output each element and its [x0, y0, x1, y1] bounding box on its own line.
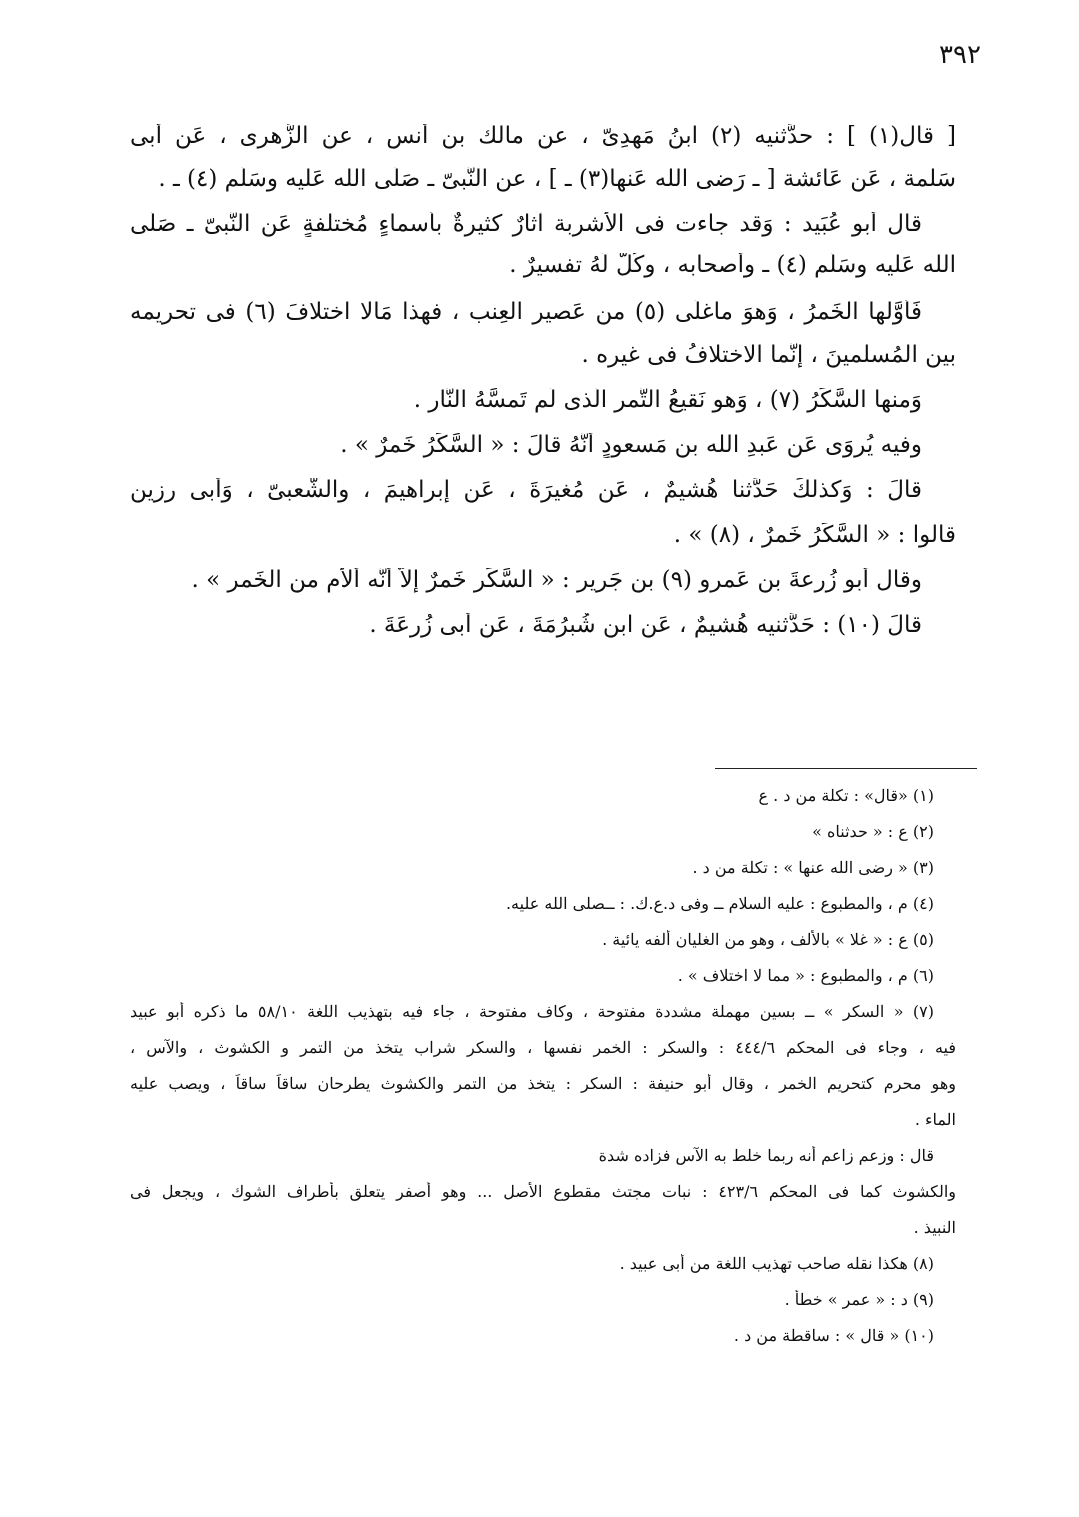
footnote-line: (١٠) « قال » : ساقطة من د .: [733, 1326, 934, 1345]
page-number: ٣٩٢: [939, 40, 981, 70]
text-line: وَمنها السَّكَرُ (٧) ، وَهو نَقيعُ التَّمرِ الَّذى لَم تَمسَّهُ النَّار .: [413, 388, 922, 413]
main-text: [130, 110, 956, 638]
footnote-line: وهو محرم كتحريم الخمر ، وقال أبو حنيفة : السكر : يتخذ من التمر والكشوث يطرحان ساقاً ساقاً ، ويصب عليه: [130, 1074, 956, 1093]
footnote-line: الماء .: [914, 1110, 956, 1129]
footnote-line: (٧) « السكر » ــ بسين مهملة مشددة مفتوحة ، وكاف مفتوحة ، جاء فيه بتهذيب اللغة ٥٨/١٠ ما ذكره أبو عبيد: [130, 1002, 935, 1021]
footnote-line: النبيذ .: [913, 1218, 956, 1237]
footnote-line: (٥) ع : « غلا » بالألف ، وهو من الغليان ألفه يائية .: [602, 930, 934, 949]
text-line: قالَ (١٠) : حَدَّثنيه هُشيمٌ ، عَن ابن شُبرُمَةَ ، عَن أبى زُرعَةَ .: [369, 613, 922, 638]
footnote-separator: [715, 768, 977, 769]
text-line: بين المُسلمينَ ، إنَّما الاختلافُ فى غيره .: [581, 343, 956, 368]
footnote-line: (٣) « رضى الله عنها » : تكلة من د .: [692, 858, 934, 877]
text-line: وقال أبو زُرعةَ بن عَمرو (٩) بن جَرير : « السَّكَر خَمرٌ إلاَّ أنَّه ألأم من الخَمر » .: [191, 568, 922, 593]
text-line: فَأوَّلها الخَمرُ ، وَهوَ ماغلَى (٥) من عَصير العِنب ، فهذا مَالا اختلافَ (٦) فى تحريمه: [130, 300, 923, 325]
text-line: قال أبو عُبَيد : وَقد جاءت فى الأشربة آثارٌ كثيرةٌ بأسماءٍ مُختلفةٍ عَن النَّبىّ ـ صَلَّى: [130, 212, 922, 237]
text-line: سَلمة ، عَن عَائشة [ ـ رَضى الله عَنها(٣) ـ ] ، عن النَّبىّ ـ صَلَّى الله عَليه وسَلَّم (٤) ـ .: [158, 167, 956, 192]
text-line: قالوا : « السَّكَرُ خَمرٌ ، (٨) » .: [673, 523, 956, 548]
footnote-line: (٢) ع : « حدثناه »: [812, 822, 934, 841]
text-line: الله عَليه وسَلَّم (٤) ـ وأصحابه ، وكُلٌّ لَهُ تفسيرٌ .: [509, 253, 956, 278]
footnote-line: قال : وزعم زاعم أنه ربما خلط به الآس فزاده شدة: [598, 1146, 934, 1165]
footnote-line: (٨) هكذا نقله صاحب تهذيب اللغة من أبى عبيد .: [619, 1254, 934, 1273]
footnotes: [130, 780, 956, 1362]
footnote-line: (٤) م ، والمطبوع : عليه السلام ــ وفى د.ع.ك. : ــصلى الله عليه.: [505, 894, 934, 913]
text-line: وفيه يُروَى عَن عَبدِ الله بن مَسعودٍ أنَّهُ قالَ : « السَّكَرُ خَمرٌ » .: [340, 433, 922, 458]
footnote-line: والكشوث كما فى المحكم ٤٢٣/٦ : نبات مجتث مقطوع الأصل ... وهو أصفر يتعلق بأطراف الشوك ، ويجعل فى: [130, 1182, 956, 1201]
footnote-line: فيه ، وجاء فى المحكم ٤٤٤/٦ : والسكر : الخمر نفسها ، والسكر شراب يتخذ من التمر و الكشوث ، والآس ،: [130, 1038, 956, 1057]
footnote-line: (٦) م ، والمطبوع : « مما لا اختلاف » .: [677, 966, 934, 985]
text-line: قالَ : وَكذلكَ حَدَّثنا هُشيمٌ ، عَن مُغيرَةَ ، عَن إبراهيمَ ، والشَّعبىّ ، وَأبى رزين: [130, 478, 922, 503]
footnote-line: (١) «قال» : تكلة من د . ع: [758, 786, 934, 805]
text-line: [ قال(١) ] : حدَّثنيه (٢) ابنُ مَهدِىّ ، عن مالك بن أنس ، عن الزُّهرى ، عَن أبى: [130, 124, 956, 149]
footnote-line: (٩) د : « عمر » خطأ .: [784, 1290, 934, 1309]
